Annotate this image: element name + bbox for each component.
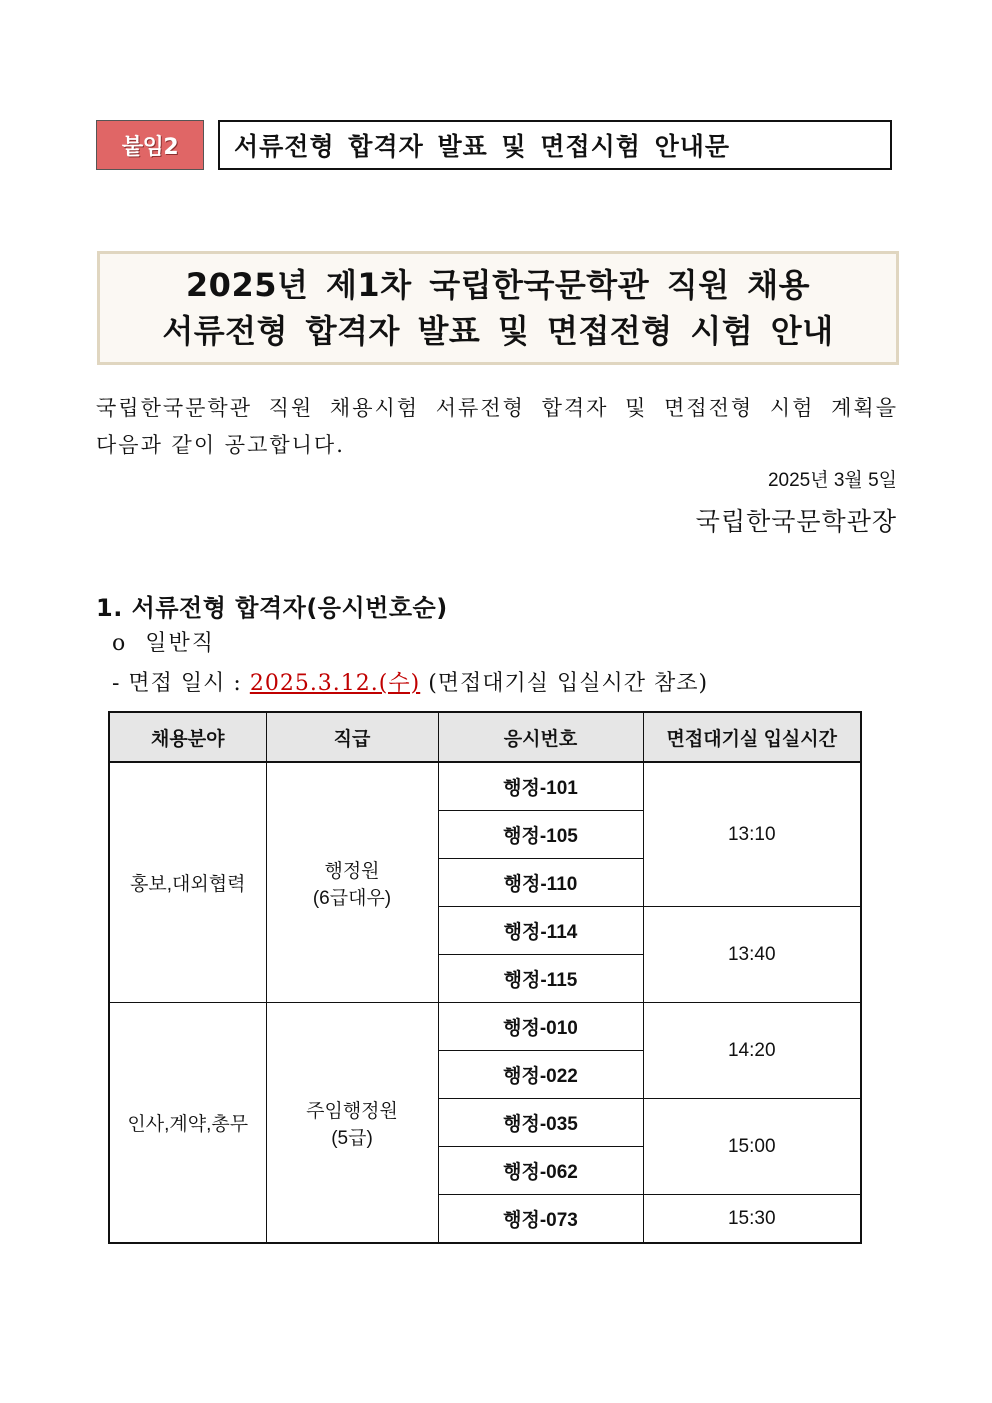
exam-number-cell: 행정-062 xyxy=(438,1147,643,1195)
table-header-row xyxy=(109,712,861,762)
exam-number-cell: 행정-101 xyxy=(438,762,643,811)
grade-line2: (5급) xyxy=(331,1127,373,1149)
intro-line2: 다음과 같이 공고합니다. xyxy=(96,433,345,457)
grade-cell xyxy=(266,762,438,1003)
section-heading: 1. 서류전형 합격자(응시번호순) xyxy=(96,594,448,622)
main-title-box xyxy=(97,251,899,365)
main-title-line1: 2025년 제1차 국립한국문학관 직원 채용 xyxy=(185,266,811,304)
header-exam-number: 응시번호 xyxy=(438,712,643,762)
exam-number-cell: 행정-010 xyxy=(438,1003,643,1051)
candidate-schedule-table xyxy=(108,711,862,1244)
grade-line1: 주임행정원 xyxy=(306,1100,398,1122)
attachment-title-text: 서류전형 합격자 발표 및 면접시험 안내문 xyxy=(234,132,731,161)
entry-time-cell: 15:30 xyxy=(643,1195,861,1244)
interview-suffix: (면접대기실 입실시간 참조) xyxy=(420,671,709,696)
intro-line1: 국립한국문학관 직원 채용시험 서류전형 합격자 및 면접전형 시험 계획을 xyxy=(96,396,898,420)
exam-number-cell: 행정-110 xyxy=(438,859,643,907)
subsection-label: o 일반직 xyxy=(112,631,215,656)
entry-time-cell: 14:20 xyxy=(643,1003,861,1099)
attachment-title xyxy=(218,120,892,170)
grade-line2: (6급대우) xyxy=(312,887,392,909)
interview-prefix: - 면접 일시 : xyxy=(112,671,250,696)
exam-number-cell: 행정-073 xyxy=(438,1195,643,1244)
grade-line1: 행정원 xyxy=(324,860,380,882)
exam-number-cell: 행정-114 xyxy=(438,907,643,955)
exam-number-cell: 행정-022 xyxy=(438,1051,643,1099)
attachment-tag: 붙임2 xyxy=(96,120,204,170)
header-field: 채용분야 xyxy=(109,712,266,762)
grade-cell xyxy=(266,1003,438,1244)
entry-time-cell: 13:10 xyxy=(643,762,861,907)
exam-number-cell: 행정-105 xyxy=(438,811,643,859)
entry-time-cell: 13:40 xyxy=(643,907,861,1003)
header-entry-time: 면접대기실 입실시간 xyxy=(643,712,861,762)
notice-date: 2025년 3월 5일 xyxy=(767,470,897,491)
main-title-line2: 서류전형 합격자 발표 및 면접전형 시험 안내 xyxy=(162,312,834,350)
field-cell: 인사,계약,총무 xyxy=(109,1003,266,1244)
interview-date: 2025.3.12.(수) xyxy=(249,671,421,696)
exam-number-cell: 행정-035 xyxy=(438,1099,643,1147)
exam-number-cell: 행정-115 xyxy=(438,955,643,1003)
header-grade: 직급 xyxy=(266,712,438,762)
field-cell: 홍보,대외협력 xyxy=(109,762,266,1003)
interview-schedule-line xyxy=(112,666,708,697)
entry-time-cell: 15:00 xyxy=(643,1099,861,1195)
table-row xyxy=(109,762,861,811)
issuer-name: 국립한국문학관장 xyxy=(695,507,897,536)
table-row xyxy=(109,1003,861,1051)
